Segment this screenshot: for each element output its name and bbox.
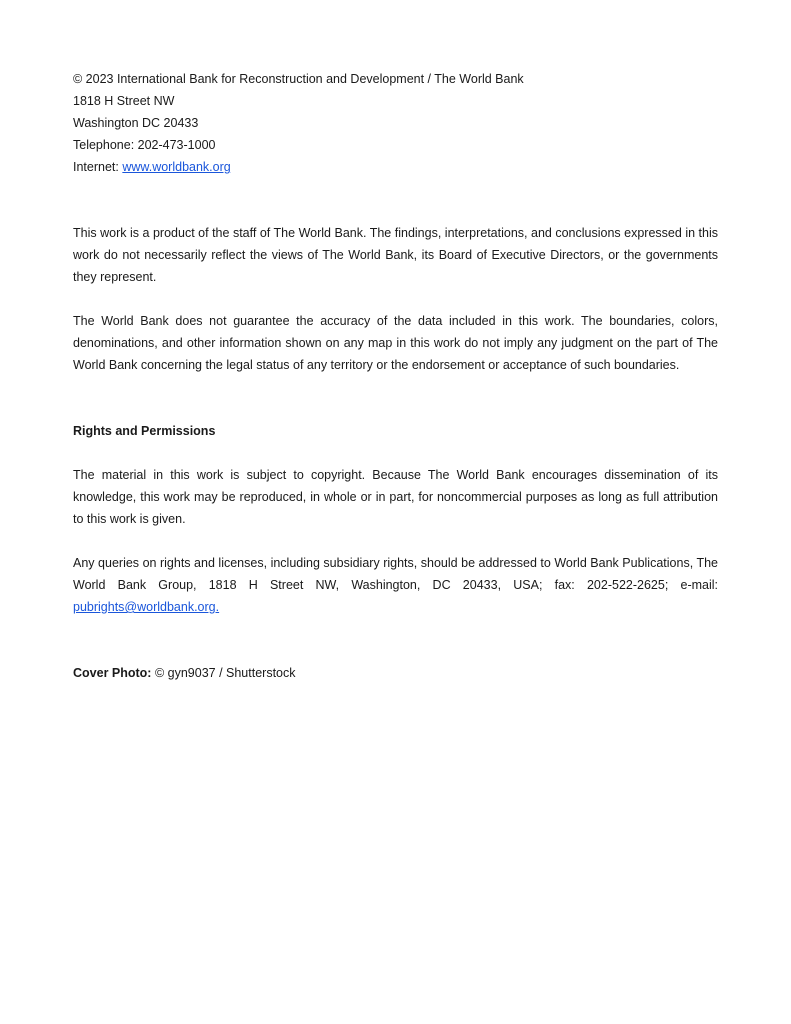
copyright-line: © 2023 International Bank for Reconstruction and Development / The World Bank <box>73 72 524 86</box>
street-line: 1818 H Street NW <box>73 94 175 108</box>
worldbank-website-link[interactable]: www.worldbank.org <box>122 160 231 174</box>
internet-label: Internet: <box>73 160 123 174</box>
copyright-page <box>73 68 718 684</box>
cover-photo-credit <box>73 662 718 684</box>
telephone-line: Telephone: 202-473-1000 <box>73 138 216 152</box>
disclaimer-paragraph-2: The World Bank does not guarantee the accuracy of the data included in this work. The boundaries, colors, denominations, and other information shown on any map in this work do not imply any judgment on the part of The World Bank concerning the legal status of any territory or the endorsement or acceptance of such boundaries. <box>73 314 718 372</box>
rights-paragraph-2 <box>73 552 718 618</box>
pubrights-email-link[interactable]: pubrights@worldbank.org. <box>73 600 220 614</box>
address-block <box>73 68 718 178</box>
internet-line <box>73 156 718 178</box>
cover-photo-label: Cover Photo: <box>73 666 152 680</box>
city-line: Washington DC 20433 <box>73 116 199 130</box>
disclaimer-paragraph-1: This work is a product of the staff of The World Bank. The findings, interpretations, and conclusions expressed in this work do not necessarily reflect the views of The World Bank, its Board of Executive Directors, or the governments they represent. <box>73 226 718 284</box>
rights-paragraph-2-text: Any queries on rights and licenses, including subsidiary rights, should be addressed to World Bank Publications, The World Bank Group, 1818 H Street NW, Washington, DC 20433, USA; fax: 202-522-2625; e-mail: <box>73 556 718 592</box>
cover-photo-credit-text: © gyn9037 / Shutterstock <box>151 666 296 680</box>
rights-paragraph-1: The material in this work is subject to copyright. Because The World Bank encourages dissemination of its knowledge, this work may be reproduced, in whole or in part, for noncommercial purposes as long as full attribution to this work is given. <box>73 468 718 526</box>
rights-heading: Rights and Permissions <box>73 424 216 438</box>
